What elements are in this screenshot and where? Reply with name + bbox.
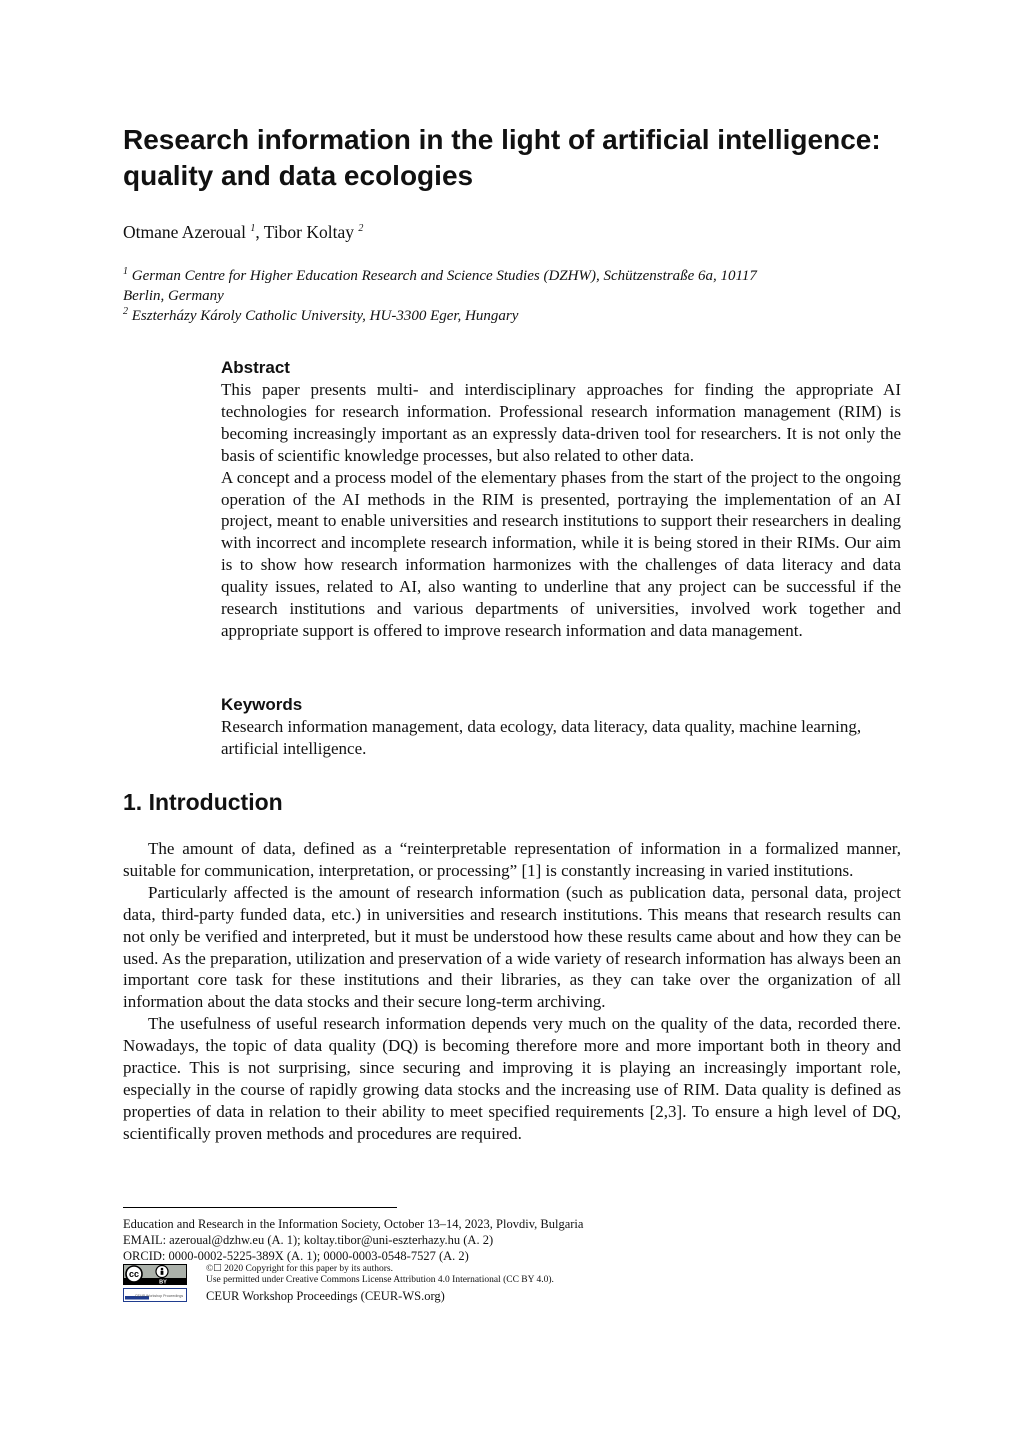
cc-label: cc (128, 1269, 140, 1279)
abstract-paragraph: This paper presents multi- and interdisciplinary approaches for finding the appropriate AI technologies for research information. Professional research information management (RIM) is becoming increasingly important as an expressly data-driven tool for researchers. It is not only the basis of scientific knowledge processes, but also related to other data. (221, 380, 901, 465)
section-heading-introduction: 1. Introduction (123, 789, 283, 815)
footnote-divider (123, 1207, 397, 1208)
affiliation-mark: 1 (123, 266, 128, 277)
copyright-line: ©☐ 2020 Copyright for this paper by its authors. (206, 1264, 393, 1274)
footnote-block (123, 1216, 583, 1264)
license-line: Use permitted under Creative Commons License Attribution 4.0 International (CC BY 4.0). (206, 1275, 554, 1285)
author-name: Otmane Azeroual (123, 222, 246, 242)
affiliations (123, 266, 913, 326)
affiliation-2 (123, 306, 913, 326)
affiliation-1 (123, 266, 913, 286)
paper-title (123, 122, 923, 194)
author-mark: 1 (250, 223, 256, 235)
body-paragraph: The usefulness of useful research information depends very much on the quality of the data, recorded there. Nowadays, the topic of data quality (DQ) is becoming therefore more and more important both in theory and practice. This is not surprising, since securing and improving it is playing an increasingly important role, especially in the course of rapidly growing data stocks and the increasing use of RIM. Data quality is defined as properties of data in relation to their ability to meet specified requirements [2,3]. To ensure a high level of DQ, scientifically proven methods and procedures are required. (123, 1014, 901, 1143)
affiliation-text: Eszterházy Károly Catholic University, HU-3300 Eger, Hungary (131, 308, 519, 324)
footnote-email: EMAIL: azeroual@dzhw.eu (A. 1); koltay.tibor@uni-eszterhazy.hu (A. 2) (123, 1233, 494, 1247)
footnote-event: Education and Research in the Information Society, October 13–14, 2023, Plovdiv, Bulgaria (123, 1217, 584, 1231)
introduction-body (123, 838, 901, 1145)
affiliation-text: German Centre for Higher Education Research and Science Studies (DZHW), Schützenstraße 6a, 10117 (131, 268, 757, 284)
keywords-heading: Keywords (221, 695, 303, 714)
title-line-2: quality and data ecologies (123, 160, 474, 191)
body-paragraph: Particularly affected is the amount of research information (such as publication data, personal data, project data, third-party funded data, etc.) in universities and research institutions. This means that research results can not only be verified and interpreted, but it must be understood how these results came about and how they can be used. As the preparation, utilization and preservation of a wide variety of research information has always been an important core task for these institutions and their libraries, as they can take over the organization of all information about the data stocks and their secure long-term archiving. (123, 882, 901, 1012)
body-paragraph: The amount of data, defined as a “reinterpretable representation of information in a formalized manner, suitable for communication, interpretation, or processing” [1] is constantly increasing in varied institutions. (123, 839, 901, 880)
abstract-section (221, 357, 901, 642)
ceur-logo-label: CEUR Workshop Proceedings (134, 1294, 184, 1298)
abstract-heading: Abstract (221, 358, 290, 377)
author-list: Otmane Azeroual $^1$, Tibor Koltay $^2$ (123, 222, 364, 242)
author-mark: 2 (358, 223, 364, 235)
keywords-section (221, 694, 901, 760)
title-line-1: Research information in the light of artificial intelligence: (123, 124, 881, 155)
abstract-paragraph: A concept and a process model of the elementary phases from the start of the project to the ongoing operation of the AI methods in the RIM is presented, portraying the implementation of an AI project, meant to enable universities and research institutions to support their researchers in dealing with incorrect and incomplete research information, while it is being stored in their RIMs. Our aim is to show how research information harmonizes with the challenges of data literacy and data quality issues, related to AI, also wanting to underline that any project can be successful if the research institutions and various departments of universities, involved work together and appropriate support is offered to improve research information and data management. (221, 467, 901, 640)
cc-by-license-icon (123, 1264, 187, 1304)
license-logos (123, 1264, 187, 1309)
affiliation-1-cont: Berlin, Germany (123, 288, 224, 304)
proceedings-label: CEUR Workshop Proceedings (CEUR-WS.org) (206, 1289, 445, 1303)
by-label: BY (159, 1279, 167, 1286)
affiliation-mark: 2 (123, 306, 128, 317)
license-text (206, 1264, 554, 1286)
keywords-text: Research information management, data ecology, data literacy, data quality, machine learning, artificial intelligence. (221, 717, 862, 758)
author-name: Tibor Koltay (263, 222, 355, 242)
footnote-orcid: ORCID: 0000-0002-5225-389X (A. 1); 0000-0003-0548-7527 (A. 2) (123, 1249, 469, 1263)
